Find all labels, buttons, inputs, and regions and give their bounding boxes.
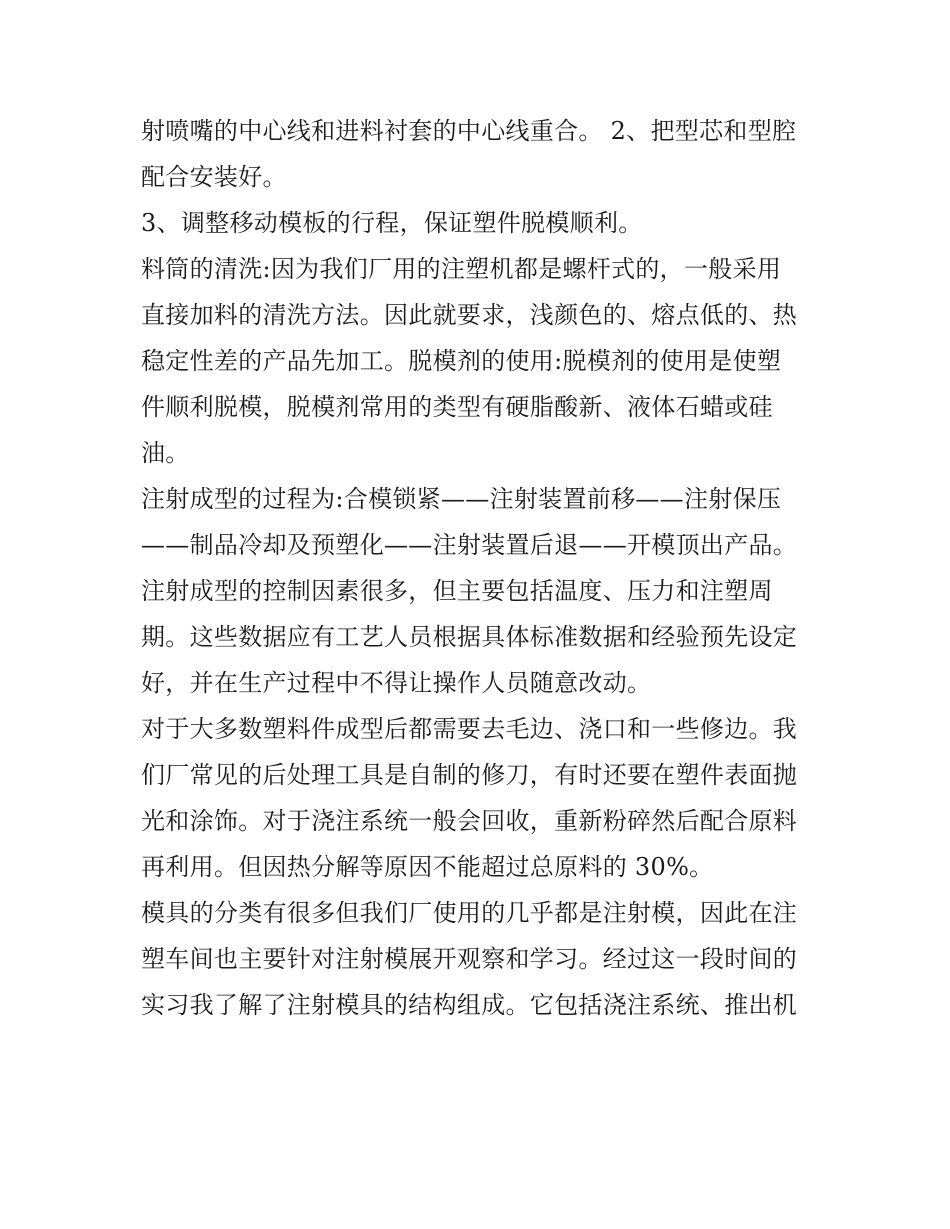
text-line: 油。 <box>141 439 190 467</box>
text-line: 注射成型的过程为:合模锁紧——注射装置前移——注射保压 <box>141 485 782 513</box>
text-line: 光和涂饰。对于浇注系统一般会回收，重新粉碎然后配合原料 <box>141 807 798 835</box>
document-body <box>141 108 821 1028</box>
text-line: 3、调整移动模板的行程，保证塑件脱模顺利。 <box>141 209 643 237</box>
text-line: 们厂常见的后处理工具是自制的修刀，有时还要在塑件表面抛 <box>141 761 798 789</box>
text-line: 稳定性差的产品先加工。脱模剂的使用:脱模剂的使用是使塑 <box>141 347 782 375</box>
text-line: 塑车间也主要针对注射模展开观察和学习。经过这一段时间的 <box>141 945 798 973</box>
text-line: 件顺利脱模，脱模剂常用的类型有硬脂酸新、液体石蜡或硅 <box>141 393 773 421</box>
text-line: 实习我了解了注射模具的结构组成。它包括浇注系统、推出机 <box>141 991 798 1019</box>
text-line: 模具的分类有很多但我们厂使用的几乎都是注射模，因此在注 <box>141 899 798 927</box>
text-line: 射喷嘴的中心线和进料衬套的中心线重合。 2、把型芯和型腔 <box>141 117 797 145</box>
text-line: ——制品冷却及预塑化——注射装置后退——开模顶出产品。 <box>141 531 798 559</box>
text-line: 直接加料的清洗方法。因此就要求，浅颜色的、熔点低的、热 <box>141 301 798 329</box>
text-line: 注射成型的控制因素很多，但主要包括温度、压力和注塑周 <box>141 577 773 605</box>
text-line: 好，并在生产过程中不得让操作人员随意改动。 <box>141 669 652 697</box>
text-line: 再利用。但因热分解等原因不能超过总原料的 30%。 <box>141 853 714 881</box>
text-line: 料筒的清洗:因为我们厂用的注塑机都是螺杆式的，一般采用 <box>141 255 782 283</box>
text-line: 对于大多数塑料件成型后都需要去毛边、浇口和一些修边。我 <box>141 715 798 743</box>
text-line: 期。这些数据应有工艺人员根据具体标准数据和经验预先设定 <box>141 623 798 651</box>
text-line: 配合安装好。 <box>141 163 287 191</box>
